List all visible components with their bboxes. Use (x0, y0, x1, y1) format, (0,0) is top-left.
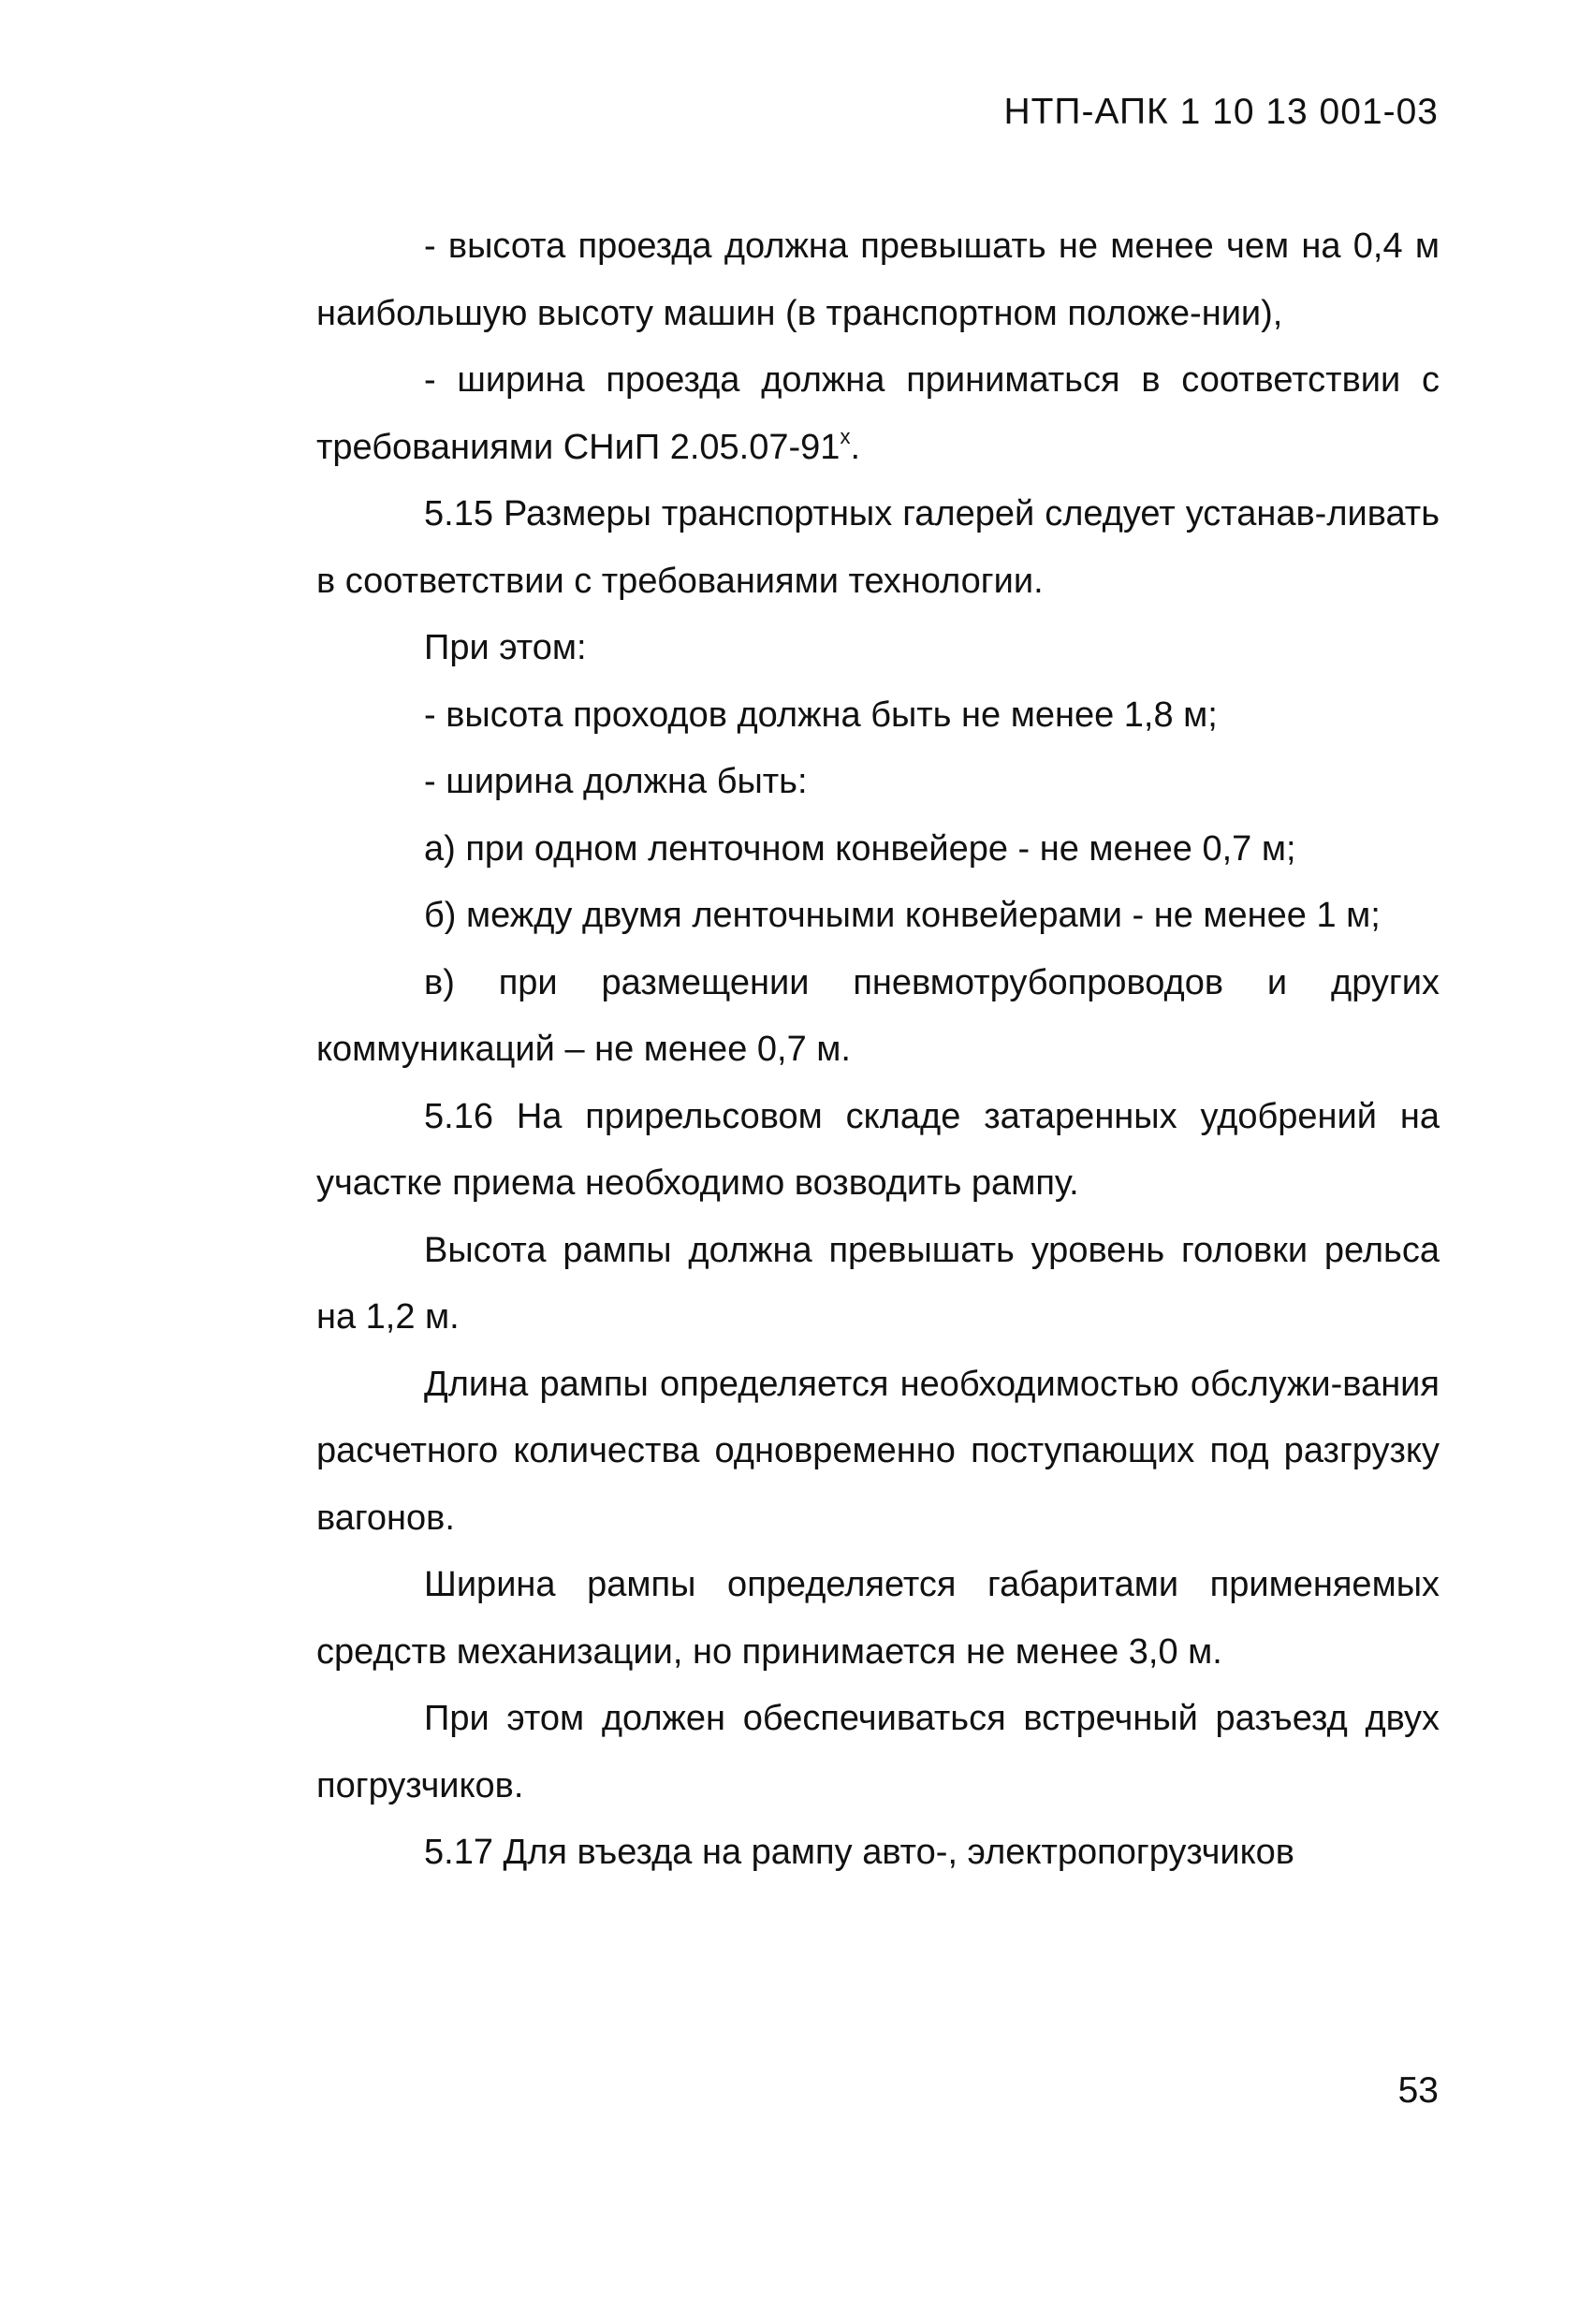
page-number: 53 (1397, 2070, 1439, 2111)
paragraph-passing: При этом должен обеспечиваться встречный разъезд двух погрузчиков. (316, 1699, 1440, 1805)
paragraph-passage-width (316, 347, 1440, 481)
document-code-header: НТП-АПК 1 10 13 001-03 (1003, 92, 1439, 132)
snip-superscript: x (840, 424, 851, 448)
paragraph-pass-height: - высота проходов должна быть не менее 1,8 м; (424, 694, 1218, 735)
document-body (316, 213, 1440, 1887)
paragraph-ramp-height: Высота рампы должна превышать уровень головки рельса на 1,2 м. (316, 1230, 1440, 1337)
paragraph-5-16: 5.16 На прирельсовом складе затаренных удобрений на участке приема необходимо возводить рампу. (316, 1096, 1440, 1203)
paragraph-5-17: 5.17 Для въезда на рампу авто-, электропогрузчиков (424, 1833, 1294, 1872)
list-item-v: в) при размещении пневмотрубопроводов и других коммуникаций – не менее 0,7 м. (316, 962, 1440, 1069)
list-item-a: а) при одном ленточном конвейере - не менее 0,7 м; (424, 828, 1296, 869)
paragraph-passage-height: - высота проезда должна превышать не менее чем на 0,4 м наибольшую высоту машин (в транспортном положе-нии), (316, 227, 1440, 333)
paragraph-width-must: - ширина должна быть: (424, 762, 808, 801)
list-item-b: б) между двумя ленточными конвейерами - не менее 1 м; (424, 896, 1381, 935)
paragraph-passage-width-text: - ширина проезда должна приниматься в соответствии с требованиями СНиП 2.05.07-91 (316, 360, 1440, 467)
paragraph-ramp-width: Ширина рампы определяется габаритами применяемых средств механизации, но принимается не менее 3,0 м. (316, 1565, 1440, 1672)
snip-trailing-period: . (850, 427, 860, 467)
paragraph-5-15: 5.15 Размеры транспортных галерей следует устанав-ливать в соответствии с требованиями технологии. (316, 494, 1440, 601)
paragraph-at-this: При этом: (424, 628, 587, 667)
paragraph-ramp-length: Длина рампы определяется необходимостью обслужи-вания расчетного количества одновременно поступающих под разгрузку вагонов. (316, 1364, 1440, 1538)
